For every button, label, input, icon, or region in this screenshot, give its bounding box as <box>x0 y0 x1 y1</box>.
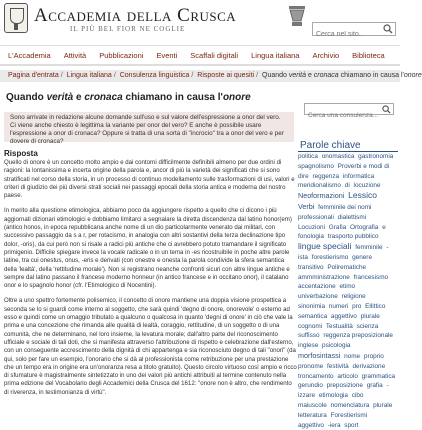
tag-link[interactable]: pronome <box>298 362 324 370</box>
tag-link[interactable]: cognomi <box>298 322 323 330</box>
tag-link[interactable]: Lessico <box>348 190 377 201</box>
breadcrumb-item-consulenza[interactable]: Consulenza linguistica <box>119 72 190 79</box>
tag-link[interactable]: Grafia <box>328 223 347 231</box>
tag-link[interactable]: aggettivo <box>298 421 324 429</box>
tag-link[interactable]: fonologia <box>298 233 324 241</box>
tag-link[interactable]: Neoformazioni <box>298 191 345 201</box>
site-header <box>0 0 400 46</box>
tag-link[interactable]: spagnolismo <box>298 162 334 170</box>
breadcrumb-item-risposte[interactable]: Risposte ai quesiti <box>197 72 255 79</box>
main-nav <box>0 50 400 64</box>
site-search-box[interactable] <box>312 22 396 36</box>
academy-emblem-icon[interactable] <box>4 3 28 33</box>
search-icon[interactable] <box>383 24 393 34</box>
nav-item-accademia[interactable]: L'Accademia <box>8 51 51 60</box>
tag-link[interactable]: cibo <box>351 392 364 400</box>
tag-link[interactable]: letteratura <box>298 411 327 419</box>
breadcrumb-item-home[interactable]: Pagina d'entrata <box>8 72 59 79</box>
nav-item-pubblicazioni[interactable]: Pubblicazioni <box>99 51 144 60</box>
tag-link[interactable]: ammministrazione <box>298 273 350 281</box>
tag-link[interactable]: Proverbi e modi di dire <box>298 162 390 180</box>
tag-link[interactable]: gerundio <box>298 382 323 390</box>
tag-link[interactable]: grammatica <box>361 372 396 380</box>
tag-link[interactable]: nome <box>344 352 361 360</box>
tag-link[interactable]: femminile <box>355 244 383 252</box>
nav-item-eventi[interactable]: Eventi <box>156 51 178 60</box>
answer-paragraph-3: Oltre a uno spettro fortemente polisemico, il concetto di onore mantiene una doppia visione prospettica a seconda se lo si guardi come interno al soggetto, che sarà quindi 'degno di onore, onorevole' o esterno ad esso e quindi come un omaggio tributato a qualcuno o qualcosa in quanto 'degni di onore' in ciò che vale la prima e una concezione che rimanda alle qualità di lealtà, coraggio, rettitudine, di un soggetto o di una comunità, che ne determinano, nel loro insieme, la levatura morale; dall'altro parte del riconoscimento ufficiale e sociale di tali doti, che si manifesta attraverso l'attribuzione di rispetto e celebrazione dall'esterno, con un conseguente accrescimento della dignità di chi appartenga e sia riconosciuto degno di tali "onori" (da qui, solo per fare un esempio, l'onorario che si dà al professionista come retribuzione per una prestazione che un tempo era in origine era un'onoranza resa a titolo gratuito). Questo circolo virtuoso così ampio e ricco di sfumature è magistralmente sintetizzato in uno dei valori più antichi attribuiti al termine contenuto nella prima edizione del Vocabolario degli Accademici della Crusca del 1612: "onore non è altro, che rendimento di riverenza, in testimonianza di virtù". <box>4 297 297 396</box>
tag-link[interactable]: lingue speciali <box>298 241 352 252</box>
tag-link[interactable]: scienza <box>356 322 379 330</box>
nav-item-lingua-italiana[interactable]: Lingua italiana <box>251 51 300 60</box>
nav-item-attivita[interactable]: Attività <box>63 51 87 60</box>
breadcrumb-item-lingua-italiana[interactable]: Lingua italiana <box>66 72 112 79</box>
tag-link[interactable]: dialettismi <box>337 213 367 221</box>
tag-link[interactable]: Ortografia <box>349 223 379 231</box>
tag-link[interactable]: gastronomia <box>358 153 394 160</box>
tag-link[interactable]: onomastica <box>321 153 355 160</box>
tag-link[interactable]: politica <box>298 153 318 160</box>
tag-link[interactable]: derivazione <box>352 362 386 370</box>
tag-link[interactable]: semantica <box>298 312 328 320</box>
tag-link[interactable]: religione <box>341 293 366 301</box>
breadcrumb: Pagina d'entrata / Lingua italiana / Consulenza linguistica / Risposte ai quesiti / Quando verità e cronaca chiamano in causa l'onore <box>0 70 400 82</box>
tag-link[interactable]: Forestierismi <box>330 411 368 419</box>
tag-link[interactable]: informatica <box>342 172 375 180</box>
tag-link[interactable]: aggettivo <box>330 312 357 320</box>
nav-item-archivio[interactable]: Archivio <box>312 51 340 60</box>
tag-link[interactable]: inglese <box>298 342 319 350</box>
nav-divider <box>0 64 400 66</box>
tag-link[interactable]: -iera <box>327 421 341 429</box>
tag-link[interactable]: reggenza preposizionale <box>323 332 393 340</box>
tag-link[interactable]: preposizione <box>326 382 363 390</box>
page-title: Quando verità e cronaca chiamano in causa l'onore <box>6 92 251 103</box>
tag-link[interactable]: Polirematiche <box>327 263 367 271</box>
answer-paragraph-2: In merito alla questione etimologica, abbiamo poco da aggiungere rispetto a quello che ci dicono i più aggiornati dizionari etimologici e dobbiamo limitarci a segnalare la diretta discendenza dal latino honor(em) (antico honos, in epoca repubblicana anche nome di un dio particolarmente venerato dai militari, con successivo passaggio da s a r, per rotacismo, in analogia con altri sostantivi della terza declinazione tipo dolor, -oris), da cui però non si risale a radici più antiche che ci avrebbero potuto tramandare il significato primigenio. Difficile spiegare invece la vocale radicale o in un tema in -es ricostruibile in poche altre parole latine, tra cui onestus, onus, -eris e derivati (con onestre e onesta la parola condivide la sfera semantica della 'lealtà', della 'rettitudine morale'). Non si registrano neanche confronti sicuri con altre lingue antiche e sempre dal latino passano il francese moderno honneur (in antico francese e in occitano onor), il catalano onor e lo spagnolo honor (cfr. l'Etimologico di Nocentini). <box>4 207 292 290</box>
tag-link[interactable]: meridionalismo <box>298 182 341 190</box>
question-box: Sono arrivate in redazione alcune domande sull'uso e sul valore dell'espressione a onor del vero. Ci viene anche chiesto è legittima la variante per onor del vero? E anche è possibile usare l'espressione a onor di cronaca? Oppure si tratta di una sorta di "incrocio" tra a onor del vero e per dovere di cronaca? <box>4 112 294 142</box>
tag-link[interactable]: forestierismo <box>311 253 349 261</box>
consulenza-search-input[interactable] <box>305 111 381 121</box>
site-motto: IL PIÙ BEL FIOR NE COGLIE <box>70 25 186 33</box>
tag-link[interactable]: e <box>382 223 386 231</box>
tag-link[interactable]: morfosintassi <box>298 350 341 360</box>
tag-link[interactable]: etimo <box>339 283 356 291</box>
sieve-icon <box>286 4 308 28</box>
tag-link[interactable]: nomenclatura <box>330 401 370 409</box>
tag-link[interactable]: Verbi <box>298 201 315 211</box>
answer-paragraph-1: Quello di onore è un concetto molto ampio e dai contorni difficilmente definibili almeno per due ordini di ragioni: la lontanissima e incerta origine della parola e, ancor di più la varietà dei significati che si sono stratificati nel corso della storia, in un processo di continuo modellamento sulle trasformazioni di usi, valori e criteri di giudizio dei più diversi strati sociali nei passaggi epocali della storia antica e moderna del nostro paese. <box>4 159 295 200</box>
tags-heading: Parole chiave <box>300 140 361 151</box>
tag-link[interactable]: pro <box>352 302 362 310</box>
tag-link[interactable]: femminile dei nomi professionali <box>298 203 372 221</box>
tag-link[interactable]: sport <box>344 421 359 429</box>
consulenza-search-box[interactable] <box>304 103 394 115</box>
tag-link[interactable]: numeri <box>328 302 349 310</box>
tag-cloud <box>298 152 398 429</box>
tag-link[interactable]: transitivo <box>298 263 324 271</box>
tag-link[interactable]: sinonimia <box>298 302 325 310</box>
tag-link[interactable]: univerbazione <box>298 293 338 301</box>
tag-link[interactable]: Locuzioni <box>298 223 326 231</box>
tag-link[interactable]: locuzione <box>353 182 381 190</box>
tag-link[interactable]: plurale <box>360 312 380 320</box>
tag-link[interactable]: reggenza <box>312 172 340 180</box>
tag-link[interactable]: psicologia <box>322 342 351 350</box>
answer-body <box>4 159 297 401</box>
site-title[interactable]: Accademia della Crusca <box>34 5 237 26</box>
tag-link[interactable]: troncamento <box>298 372 334 380</box>
tag-link[interactable]: suffisso <box>298 332 320 340</box>
tag-link[interactable]: Ellittico <box>365 302 386 310</box>
tag-link[interactable]: plurale <box>373 401 393 409</box>
answer-heading: Risposta <box>4 149 38 158</box>
tag-link[interactable]: francesismo <box>353 273 389 281</box>
tag-link[interactable]: Testualità <box>325 322 353 330</box>
tag-link[interactable]: -izzare <box>298 382 389 400</box>
tag-link[interactable]: trasporto pubblico <box>327 233 379 241</box>
tag-link[interactable]: articolo <box>337 372 358 380</box>
site-search-input[interactable] <box>313 29 379 41</box>
nav-item-biblioteca[interactable]: Biblioteca <box>352 51 385 60</box>
tag-link[interactable]: -ista <box>298 244 389 261</box>
search-icon[interactable] <box>382 105 391 114</box>
breadcrumb-current: Quando verità e cronaca chiamano in causa l'onore <box>262 72 422 79</box>
tag-link[interactable]: genere <box>352 253 372 261</box>
tag-link[interactable]: festività <box>327 362 349 370</box>
tag-link[interactable]: etimologia <box>318 392 348 400</box>
tag-link[interactable]: accentazione <box>298 283 336 291</box>
tag-link[interactable]: proprio <box>363 352 384 360</box>
nav-item-scaffali-digitali[interactable]: Scaffali digitali <box>190 51 239 60</box>
tag-link[interactable]: di <box>344 182 350 190</box>
tag-link[interactable]: maiuscole <box>298 401 327 409</box>
tag-link[interactable]: grafia <box>366 382 383 390</box>
